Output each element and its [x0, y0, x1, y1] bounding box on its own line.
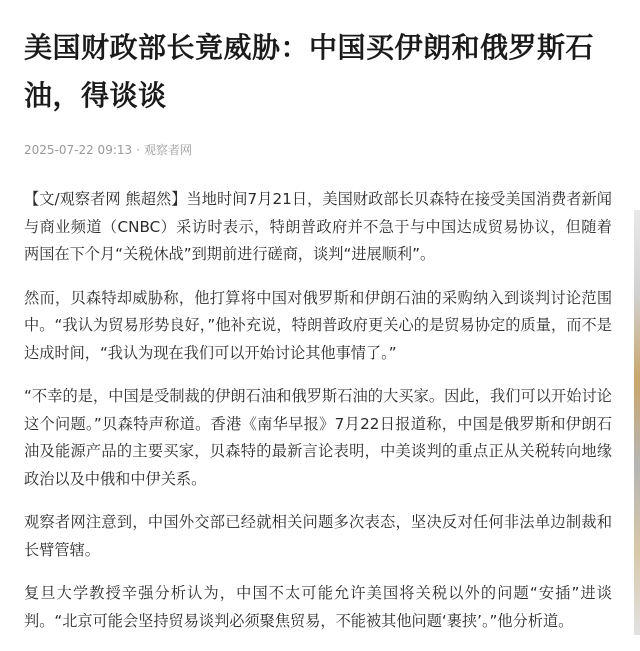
article-body	[24, 186, 612, 635]
paragraph: 观察者网注意到，中国外交部已经就相关问题多次表态，坚决反对任何非法单边制裁和长臂管辖。	[24, 513, 612, 559]
paragraph: 复旦大学教授辛强分析认为，中国不太可能允许美国将关税以外的问题“安插”进谈判。“北京可能会坚持贸易谈判必须聚焦贸易，不能被其他问题‘裹挟’。”他分析道。	[24, 584, 612, 630]
publish-date: 2025-07-22 09:13	[24, 143, 133, 157]
article	[24, 24, 612, 651]
article-title: 美国财政部长竟威胁：中国买伊朗和俄罗斯石油，得谈谈	[24, 31, 595, 112]
paragraph: “不幸的是，中国是受制裁的伊朗石油和俄罗斯石油的大买家。因此，我们可以开始讨论这个问题。”贝森特声称道。香港《南华早报》7月22日报道称，中国是俄罗斯和伊朗石油及能源产品的主要买家，贝森特的最新言论表明，中美谈判的重点正从关税转向地缘政治以及中俄和中伊关系。	[24, 387, 612, 488]
meta-separator: ·	[136, 143, 140, 157]
source-name[interactable]: 观察者网	[143, 143, 192, 157]
side-thumbnail-strip	[634, 210, 640, 635]
paragraph: 【文/观察者网 熊超然】当地时间7月21日，美国财政部长贝森特在接受美国消费者新闻与商业频道（CNBC）采访时表示，特朗普政府并不急于与中国达成贸易协议，但随着两国在下个月“关税休战”到期前进行磋商，谈判“进展顺利”。	[24, 190, 612, 263]
article-meta	[24, 142, 612, 158]
paragraph: 然而，贝森特却威胁称，他打算将中国对俄罗斯和伊朗石油的采购纳入到谈判讨论范围中。“我认为贸易形势良好，”他补充说，特朗普政府更关心的是贸易协定的质量，而不是达成时间，“我认为现在我们可以开始讨论其他事情了。”	[24, 288, 612, 362]
